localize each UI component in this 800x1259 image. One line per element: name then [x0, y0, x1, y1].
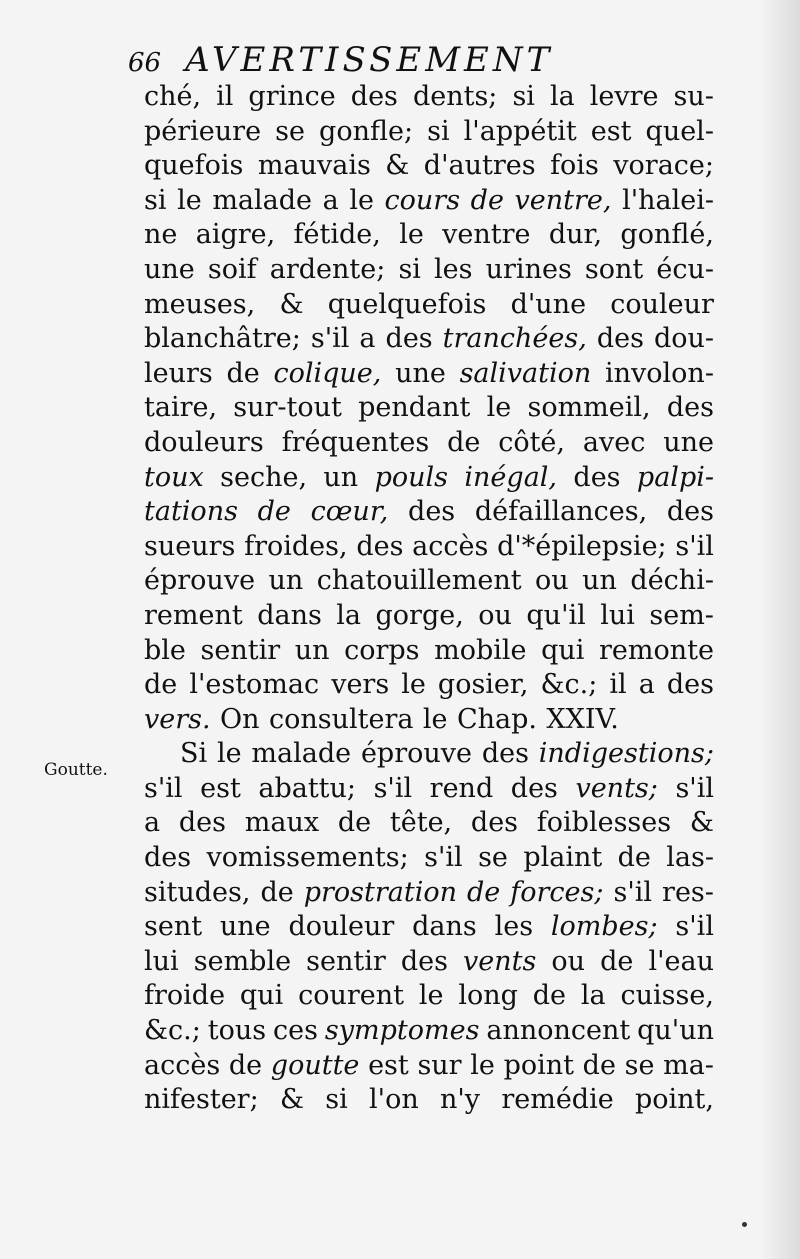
- word: vents;: [575, 772, 658, 804]
- word: des: [510, 772, 558, 804]
- text-line: [144, 288, 714, 323]
- word: soif: [207, 253, 257, 285]
- word: ma-: [663, 1049, 714, 1081]
- text-line: [144, 495, 714, 530]
- word: meuses,: [144, 288, 256, 320]
- word: foiblesses: [536, 807, 672, 839]
- word: &c.;: [144, 1015, 201, 1047]
- word: de: [470, 184, 504, 216]
- word: des: [385, 323, 433, 355]
- word: remonte: [599, 634, 714, 666]
- word: des: [350, 81, 398, 112]
- word: sur-tout: [233, 392, 342, 424]
- word: si: [427, 115, 450, 147]
- word: &: [279, 288, 304, 320]
- text-line: [144, 391, 714, 426]
- word: de: [532, 980, 567, 1012]
- word: urines: [485, 253, 572, 285]
- word: vorace;: [613, 150, 714, 182]
- word: sont: [584, 253, 644, 285]
- word: courent: [298, 980, 404, 1012]
- text-line: [144, 115, 714, 150]
- word: mobile: [434, 634, 527, 666]
- text-line: [144, 322, 714, 357]
- text-line: [144, 841, 714, 876]
- word: malade: [212, 184, 313, 216]
- word: ne: [144, 219, 178, 251]
- word: a: [359, 323, 376, 355]
- word: s'il: [675, 911, 714, 943]
- word: &: [385, 150, 410, 182]
- word: éprouve: [360, 738, 472, 770]
- word: gonflé,: [620, 219, 714, 251]
- word: blanchâtre;: [144, 323, 301, 355]
- word: annoncent: [486, 1015, 631, 1047]
- word: d'*épilepsie;: [497, 530, 667, 562]
- text-line: [144, 530, 714, 565]
- word: &c.;: [540, 669, 598, 701]
- word: rend: [429, 772, 494, 804]
- word: est: [590, 115, 632, 147]
- word: s'il: [144, 772, 183, 804]
- word: fois: [550, 150, 599, 182]
- word: déchi-: [630, 565, 714, 597]
- word: sueurs: [144, 530, 236, 562]
- word: mauvais: [257, 150, 371, 182]
- word: gosier,: [437, 669, 529, 701]
- word: ventre,: [514, 184, 612, 216]
- word: des: [596, 323, 644, 355]
- text-line: [144, 737, 714, 772]
- word: On: [220, 703, 260, 735]
- word: su-: [673, 81, 714, 112]
- word: de: [447, 426, 481, 458]
- word: point,: [634, 1084, 714, 1116]
- word: pendant: [358, 392, 471, 424]
- page-number: 66: [128, 48, 162, 78]
- margin-note: Goutte.: [44, 760, 108, 780]
- word: s'il: [675, 772, 714, 804]
- word: douleur: [288, 911, 395, 943]
- word: plaint: [523, 842, 603, 874]
- word: le: [349, 184, 374, 216]
- word: si: [398, 253, 421, 285]
- word: des: [356, 530, 404, 562]
- word: des: [481, 738, 529, 770]
- word: qu'un: [637, 1015, 714, 1047]
- word: maux: [244, 807, 320, 839]
- word: les: [494, 911, 534, 943]
- text-line: [144, 772, 714, 807]
- word: symptomes: [324, 1015, 480, 1047]
- word: s'il: [613, 876, 653, 908]
- word: goutte: [270, 1049, 360, 1081]
- word: le: [399, 219, 424, 251]
- text-line: [144, 564, 714, 599]
- word: sentir: [306, 945, 386, 977]
- word: XXIV.: [546, 703, 619, 735]
- word: de: [337, 807, 372, 839]
- word: se: [478, 842, 508, 874]
- word: une: [395, 357, 446, 389]
- word: consultera: [268, 703, 414, 735]
- word: est: [368, 1049, 409, 1081]
- word: chatouillement: [316, 565, 522, 597]
- word: &: [279, 1084, 304, 1116]
- word: ché,: [144, 81, 202, 112]
- word: lui: [600, 599, 635, 631]
- text-line: [144, 1014, 714, 1049]
- running-head: AVERTISSEMENT: [185, 40, 554, 80]
- word: levre: [589, 81, 659, 112]
- word: situdes,: [144, 876, 251, 908]
- word: des: [408, 496, 456, 528]
- page-header: [128, 40, 553, 84]
- word: vents: [463, 945, 537, 977]
- word: écu-: [656, 253, 714, 285]
- word: est: [200, 772, 241, 804]
- word: avec: [582, 426, 646, 458]
- word: éprouve: [144, 565, 256, 597]
- word: qu'il: [526, 599, 586, 631]
- ink-speck: [742, 1222, 747, 1227]
- word: de: [600, 945, 634, 977]
- word: un: [582, 565, 617, 597]
- word: des: [400, 945, 448, 977]
- word: de: [257, 496, 291, 528]
- word: s'il: [310, 323, 350, 355]
- word: colique,: [273, 357, 382, 389]
- word: leurs: [144, 357, 213, 389]
- text-line: [144, 634, 714, 669]
- word: ces: [273, 1015, 318, 1047]
- word: ardente;: [269, 253, 386, 285]
- word: qui: [239, 980, 284, 1012]
- word: quelquefois: [327, 288, 487, 320]
- page-edge-shadow: [760, 0, 800, 1259]
- text-line: [144, 253, 714, 288]
- word: froide: [144, 980, 226, 1012]
- word: qui: [541, 634, 585, 666]
- word: s'il: [424, 842, 463, 874]
- word: dans: [257, 599, 322, 631]
- word: prostration: [303, 876, 457, 908]
- word: fréquentes: [281, 426, 430, 458]
- word: des: [573, 461, 621, 493]
- word: salivation: [459, 357, 592, 389]
- word: dans: [412, 911, 477, 943]
- word: abattu;: [258, 772, 357, 804]
- word: a: [638, 669, 655, 701]
- word: ou: [535, 565, 569, 597]
- word: lui: [144, 945, 179, 977]
- word: accès: [144, 1049, 221, 1081]
- word: tous: [207, 1015, 267, 1047]
- word: dur,: [548, 219, 603, 251]
- word: cuisse,: [620, 980, 714, 1012]
- word: si: [325, 1084, 348, 1116]
- text-line: [144, 945, 714, 980]
- word: des: [144, 842, 192, 874]
- word: la: [580, 980, 606, 1012]
- word: gorge,: [375, 599, 464, 631]
- word: le: [216, 738, 242, 770]
- word: cours: [384, 184, 461, 216]
- word: seche,: [220, 461, 308, 493]
- word: accès: [412, 530, 489, 562]
- word: pouls: [374, 461, 449, 493]
- word: de: [226, 357, 260, 389]
- word: si: [144, 184, 167, 216]
- word: vers.: [144, 703, 211, 735]
- word: des: [470, 807, 519, 839]
- word: dou-: [653, 323, 714, 355]
- word: un: [294, 634, 330, 666]
- word: n'y: [440, 1084, 481, 1116]
- word: une: [144, 253, 195, 285]
- word: de: [582, 1049, 616, 1081]
- text-line: [144, 426, 714, 461]
- text-line: [144, 149, 714, 184]
- word: quefois: [144, 150, 244, 182]
- text-line: [144, 703, 714, 738]
- word: sommeil,: [527, 392, 651, 424]
- word: quel-: [645, 115, 714, 147]
- word: des: [666, 496, 714, 528]
- word: dents;: [412, 81, 498, 112]
- text-line: [144, 1083, 714, 1118]
- word: remédie: [501, 1084, 614, 1116]
- word: de: [228, 1049, 263, 1081]
- word: ble: [144, 634, 186, 666]
- word: a: [144, 807, 161, 839]
- word: des: [178, 807, 226, 839]
- word: le: [470, 1049, 495, 1081]
- word: se: [275, 115, 305, 147]
- text-line: [144, 599, 714, 634]
- word: vomissements;: [206, 842, 409, 874]
- word: long: [458, 980, 518, 1012]
- word: indigestions;: [538, 738, 714, 770]
- word: sem-: [649, 599, 714, 631]
- word: froides,: [244, 530, 348, 562]
- word: de: [260, 876, 294, 908]
- word: s'il: [373, 772, 413, 804]
- word: taire,: [144, 392, 218, 424]
- word: tations: [144, 496, 238, 528]
- word: grince: [248, 81, 336, 112]
- word: las-: [666, 842, 714, 874]
- word: cœur,: [310, 496, 389, 528]
- word: de: [144, 669, 178, 701]
- text-line: [144, 806, 714, 841]
- text-line: [144, 461, 714, 496]
- word: ou: [551, 945, 586, 977]
- word: sur: [417, 1049, 462, 1081]
- word: involon-: [605, 357, 714, 389]
- word: toux: [144, 461, 204, 493]
- word: palpi-: [636, 461, 714, 493]
- word: un: [268, 565, 304, 597]
- word: il: [609, 669, 627, 701]
- word: l'eau: [648, 945, 714, 977]
- word: d'une: [510, 288, 587, 320]
- word: point: [503, 1049, 574, 1081]
- word: aigre,: [195, 219, 276, 251]
- word: si: [512, 81, 535, 112]
- word: s'il: [675, 530, 714, 562]
- text-line: [144, 184, 714, 219]
- body-text: [144, 80, 714, 1118]
- word: de: [467, 876, 501, 908]
- word: une: [663, 426, 714, 458]
- word: nifester;: [144, 1084, 259, 1116]
- word: Chap.: [456, 703, 537, 735]
- word: res-: [662, 876, 714, 908]
- word: l'halei-: [622, 184, 714, 216]
- text-line: [144, 979, 714, 1014]
- word: vers: [331, 669, 390, 701]
- word: d'autres: [423, 150, 536, 182]
- word: côté,: [498, 426, 565, 458]
- word: sent: [144, 911, 203, 943]
- word: gonfle;: [319, 115, 414, 147]
- word: malade: [251, 738, 352, 770]
- text-line: [144, 910, 714, 945]
- word: les: [434, 253, 473, 285]
- word: rement: [144, 599, 243, 631]
- word: le: [422, 703, 448, 735]
- word: douleurs: [144, 426, 264, 458]
- word: tranchées,: [442, 323, 587, 355]
- word: ou: [478, 599, 512, 631]
- word: de: [617, 842, 651, 874]
- word: sentir: [200, 634, 281, 666]
- word: périeure: [144, 115, 262, 147]
- text-line: [144, 357, 714, 392]
- word: a: [322, 184, 339, 216]
- word: l'on: [369, 1084, 419, 1116]
- word: tête,: [389, 807, 453, 839]
- word: fétide,: [293, 219, 381, 251]
- text-line: [144, 668, 714, 703]
- word: il: [216, 81, 234, 112]
- word: défaillances,: [474, 496, 648, 528]
- word: inégal,: [464, 461, 558, 493]
- word: corps: [344, 634, 420, 666]
- word: une: [219, 911, 271, 943]
- text-line: [144, 80, 714, 115]
- text-line: [144, 218, 714, 253]
- word: se: [624, 1049, 655, 1081]
- word: des: [666, 669, 714, 701]
- word: forces;: [510, 876, 604, 908]
- word: le: [418, 980, 444, 1012]
- word: l'estomac: [189, 669, 320, 701]
- word: le: [401, 669, 426, 701]
- word: la: [336, 599, 362, 631]
- word: la: [549, 81, 575, 112]
- word: ventre: [442, 219, 531, 251]
- word: lombes;: [550, 911, 658, 943]
- word: un: [323, 461, 359, 493]
- word: &: [689, 807, 714, 839]
- word: le: [177, 184, 202, 216]
- word: couleur: [610, 288, 714, 320]
- text-line: [144, 1049, 714, 1084]
- word: l'appétit: [463, 115, 577, 147]
- word: semble: [193, 945, 292, 977]
- word: Si: [180, 738, 208, 770]
- word: le: [486, 392, 512, 424]
- text-line: [144, 876, 714, 911]
- word: des: [666, 392, 714, 424]
